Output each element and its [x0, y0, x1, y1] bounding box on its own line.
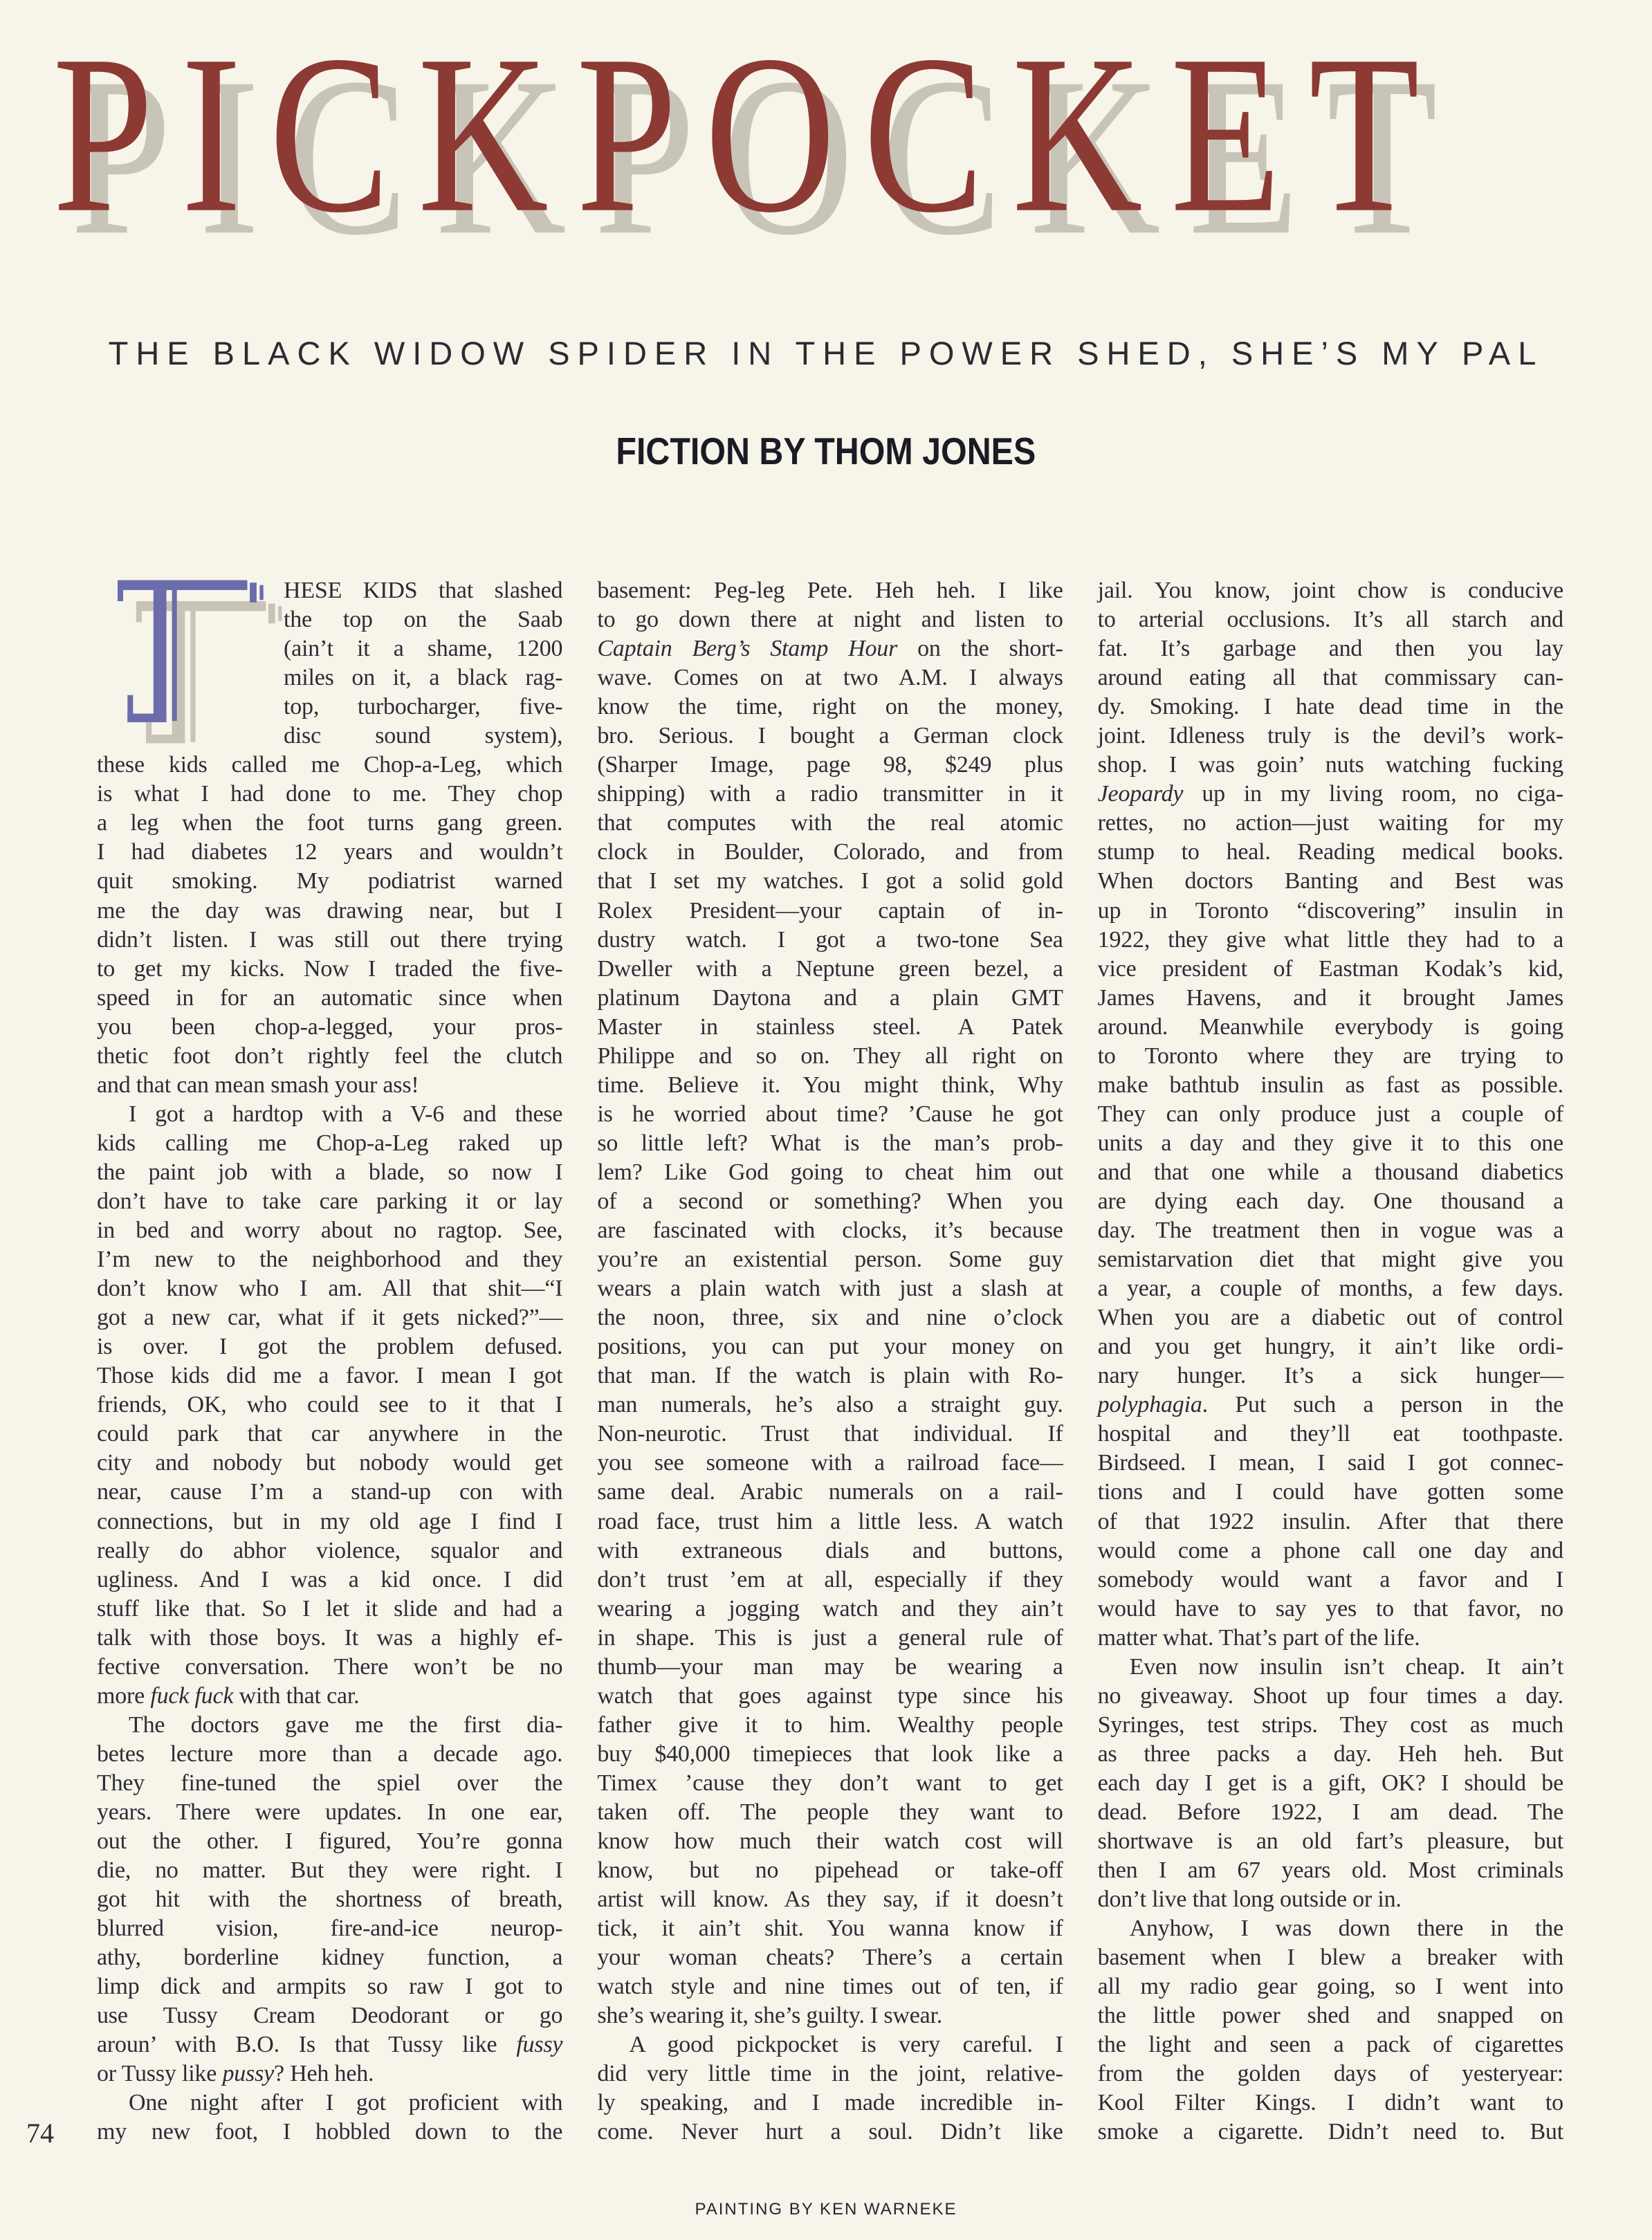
text-line: make bathtub insulin as fast as possible.	[1097, 1072, 1563, 1098]
text-line: wearing a jogging watch and they ain’t	[597, 1595, 1063, 1622]
text-line: matter what. That’s part of the life.	[1097, 1624, 1420, 1651]
text-line: are fascinated with clocks, it’s because	[597, 1218, 1063, 1244]
text-line: fective conversation. There won’t be no	[97, 1653, 563, 1680]
text-line: you’re an existential person. Some guy	[597, 1247, 1063, 1273]
text-line: a year, a couple of months, a few days.	[1097, 1276, 1563, 1302]
text-line: know how much their watch cost will	[597, 1828, 1063, 1855]
text-line: road face, trust him a little less. A watch	[597, 1508, 1063, 1534]
text-line: semistarvation diet that might give you	[1097, 1247, 1563, 1273]
text-line: platinum Daytona and a plain GMT	[597, 984, 1063, 1011]
text-line: Syringes, test strips. They cost as much	[1097, 1711, 1563, 1738]
text-line: is what I had done to me. They chop	[97, 781, 563, 807]
text-line: is he worried about time? ’Cause he got	[597, 1101, 1063, 1127]
subtitle: THE BLACK WIDOW SPIDER IN THE POWER SHED, SHE’S MY PAL	[108, 335, 1544, 371]
text-line: Even now insulin isn’t cheap. It ain’t	[1129, 1653, 1563, 1680]
text-line: could park that car anywhere in the	[97, 1421, 563, 1447]
text-line: would come a phone call one day and	[1097, 1537, 1563, 1563]
text-line: units a day and they give it to this one	[1097, 1130, 1563, 1156]
text-line: really do abhor violence, squalor and	[97, 1537, 563, 1563]
text-line: up in Toronto “discovering” insulin in	[1097, 897, 1563, 924]
text-line: a leg when the foot turns gang green.	[97, 810, 563, 836]
text-line: die, no matter. But they were right. I	[97, 1857, 563, 1884]
text-line: clock in Boulder, Colorado, and from	[597, 839, 1063, 865]
text-line: blurred vision, fire-and-ice neurop-	[97, 1916, 563, 1942]
painting-credit: PAINTING BY KEN WARNEKE	[695, 2200, 957, 2219]
text-line: jail. You know, joint chow is conducive	[1097, 578, 1563, 603]
text-line: shop. I was goin’ nuts watching fucking	[1097, 752, 1563, 778]
text-line: They can only produce just a couple of	[1097, 1101, 1563, 1127]
text-line: me the day was drawing near, but I	[97, 897, 563, 924]
text-line: When doctors Banting and Best was	[1097, 868, 1563, 894]
text-line: dy. Smoking. I hate dead time in the	[1097, 694, 1563, 720]
text-line: to arterial occlusions. It’s all starch and	[1097, 607, 1563, 633]
text-line: When you are a diabetic out of control	[1097, 1305, 1563, 1331]
text-line: didn’t listen. I was still out there trying	[97, 926, 563, 953]
text-line: and you get hungry, it ain’t like ordi-	[1097, 1334, 1563, 1360]
text-line: connections, but in my old age I find I	[97, 1508, 563, 1534]
text-line: Kool Filter Kings. I didn’t want to	[1097, 2090, 1563, 2116]
article-body	[97, 576, 1563, 2147]
text-line: watch style and nine times out of ten, if	[597, 1974, 1063, 2000]
text-line: talk with those boys. It was a highly ef-	[97, 1624, 563, 1651]
drop-cap-letter-T-icon	[118, 578, 291, 763]
text-line: tions and I could have gotten some	[1097, 1479, 1563, 1505]
text-line: around. Meanwhile everybody is going	[1097, 1013, 1563, 1040]
text-line: The doctors gave me the first dia-	[129, 1711, 563, 1738]
text-line: thumb—your man may be wearing a	[597, 1653, 1063, 1680]
text-line: Jeopardy up in my living room, no ciga-	[1097, 781, 1563, 807]
paragraph	[1098, 1653, 1563, 1914]
paragraph	[1098, 1914, 1563, 2147]
text-line: watch that goes against type since his	[597, 1682, 1063, 1709]
column-3	[1098, 576, 1563, 2147]
text-line: so little left? What is the man’s prob-	[597, 1130, 1063, 1156]
text-line: miles on it, a black rag-	[284, 665, 563, 691]
text-line: dead. Before 1922, I am dead. The	[1097, 1799, 1563, 1825]
text-line: these kids called me Chop-a-Leg, which	[97, 752, 563, 778]
text-line: somebody would want a favor and I	[1097, 1566, 1563, 1592]
text-line: from the golden days of yesteryear:	[1097, 2061, 1563, 2087]
text-line: Rolex President—your captain of in-	[597, 897, 1063, 924]
text-line: Those kids did me a favor. I mean I got	[97, 1363, 563, 1389]
text-line: Captain Berg’s Stamp Hour on the short-	[597, 636, 1063, 662]
text-line: the light and seen a pack of cigarettes	[1097, 2032, 1563, 2058]
text-line: day. The treatment then in vogue was a	[1097, 1218, 1563, 1244]
text-line: don’t have to take care parking it or lay	[97, 1188, 563, 1214]
text-line: limp dick and armpits so raw I got to	[97, 1974, 563, 2000]
text-line: city and nobody but nobody would get	[97, 1450, 563, 1476]
text-line: nary hunger. It’s a sick hunger—	[1097, 1363, 1563, 1389]
paragraph	[1098, 576, 1563, 1653]
text-line: lem? Like God going to cheat him out	[597, 1159, 1063, 1185]
text-line: taken off. The people they want to	[597, 1799, 1063, 1825]
text-line: know the time, right on the money,	[597, 694, 1063, 720]
text-line: around eating all that commissary can-	[1097, 665, 1563, 691]
text-line: 1922, they give what little they had to a	[1097, 926, 1563, 953]
text-line: ly speaking, and I made incredible in-	[597, 2090, 1063, 2116]
text-line: (Sharper Image, page 98, $249 plus	[597, 752, 1063, 778]
drop-cap	[97, 576, 284, 751]
text-line: you been chop-a-legged, your pros-	[97, 1013, 563, 1040]
text-line: to Toronto where they are trying to	[1097, 1043, 1563, 1069]
text-line: years. There were updates. In one ear,	[97, 1799, 563, 1825]
text-line: each day I get is a gift, OK? I should be	[1097, 1770, 1563, 1796]
text-line: or Tussy like pussy? Heh heh.	[97, 2061, 374, 2087]
text-line: kids calling me Chop-a-Leg raked up	[97, 1130, 563, 1156]
text-line: would have to say yes to that favor, no	[1097, 1595, 1563, 1622]
text-line: Anyhow, I was down there in the	[1129, 1916, 1563, 1942]
text-line: rettes, no action—just waiting for my	[1097, 810, 1563, 836]
text-line: ugliness. And I was a kid once. I did	[97, 1566, 563, 1592]
page-title: PICKPOCKET	[53, 8, 1447, 259]
text-line: the little power shed and snapped on	[1097, 2003, 1563, 2029]
text-line: smoke a cigarette. Didn’t need to. But	[1097, 2119, 1563, 2145]
page-number: 74	[26, 2118, 54, 2149]
text-line: that I set my watches. I got a solid gold	[597, 868, 1063, 894]
text-line: speed in for an automatic since when	[97, 984, 563, 1011]
text-line: as three packs a day. Heh heh. But	[1097, 1741, 1563, 1767]
text-line: the top on the Saab	[284, 607, 563, 633]
text-line: (ain’t it a shame, 1200	[284, 636, 563, 662]
text-line: of a second or something? When you	[597, 1188, 1063, 1214]
text-line: use Tussy Cream Deodorant or go	[97, 2003, 563, 2029]
text-line: all my radio gear going, so I went into	[1097, 1974, 1563, 2000]
text-line: basement: Peg-leg Pete. Heh heh. I like	[597, 578, 1063, 603]
text-line: don’t trust ’em at all, especially if they	[597, 1566, 1063, 1592]
text-line: my new foot, I hobbled down to the	[97, 2119, 563, 2145]
text-line: I’m new to the neighborhood and they	[97, 1247, 563, 1273]
text-line: with extraneous dials and buttons,	[597, 1537, 1063, 1563]
text-line: James Havens, and it brought James	[1097, 984, 1563, 1011]
text-line: Dweller with a Neptune green bezel, a	[597, 955, 1063, 982]
text-line: are dying each day. One thousand a	[1097, 1188, 1563, 1214]
text-line: time. Believe it. You might think, Why	[597, 1072, 1063, 1098]
text-line: did very little time in the joint, relative-	[597, 2061, 1063, 2087]
text-line: tick, it ain’t shit. You wanna know if	[597, 1916, 1063, 1942]
text-line: stump to heal. Reading medical books.	[1097, 839, 1563, 865]
text-line: aroun’ with B.O. Is that Tussy like fussy	[97, 2032, 563, 2058]
column-1	[97, 576, 562, 2147]
text-line: positions, you can put your money on	[597, 1334, 1063, 1360]
text-line: wave. Comes on at two A.M. I always	[597, 665, 1063, 691]
text-line: you see someone with a railroad face—	[597, 1450, 1063, 1476]
text-line: Birdseed. I mean, I said I got connec-	[1097, 1450, 1563, 1476]
byline: FICTION BY THOM JONES	[616, 430, 1036, 472]
text-line: wears a plain watch with just a slash at	[597, 1276, 1063, 1302]
text-line: out the other. I figured, You’re gonna	[97, 1828, 563, 1855]
paragraph	[597, 576, 1063, 2030]
text-line: to get my kicks. Now I traded the five-	[97, 955, 563, 982]
text-line: more fuck fuck with that car.	[97, 1682, 360, 1709]
text-line: basement when I blew a breaker with	[1097, 1945, 1563, 1971]
text-line: Philippe and so on. They all right on	[597, 1043, 1063, 1069]
text-line: and that can mean smash your ass!	[97, 1072, 419, 1098]
text-line: I got a hardtop with a V-6 and these	[129, 1101, 563, 1127]
text-line: shortwave is an old fart’s pleasure, but	[1097, 1828, 1563, 1855]
text-line: vice president of Eastman Kodak’s kid,	[1097, 955, 1563, 982]
text-line: athy, borderline kidney function, a	[97, 1945, 563, 1971]
text-line: betes lecture more than a decade ago.	[97, 1741, 563, 1767]
text-line: near, cause I’m a stand-up con with	[97, 1479, 563, 1505]
text-line: top, turbocharger, five-	[284, 694, 563, 720]
text-line: that computes with the real atomic	[597, 810, 1063, 836]
text-line: Non-neurotic. Trust that individual. If	[597, 1421, 1063, 1447]
text-line: got hit with the shortness of breath,	[97, 1886, 563, 1913]
text-line: dustry watch. I got a two-tone Sea	[597, 926, 1063, 953]
text-line: and that one while a thousand diabetics	[1097, 1159, 1563, 1185]
text-line: the paint job with a blade, so now I	[97, 1159, 563, 1185]
text-line: They fine-tuned the spiel over the	[97, 1770, 563, 1796]
text-line: disc sound system),	[284, 723, 563, 749]
text-line: hospital and they’ll eat toothpaste.	[1097, 1421, 1563, 1447]
text-line: I had diabetes 12 years and wouldn’t	[97, 839, 563, 865]
text-line: in shape. This is just a general rule of	[597, 1624, 1063, 1651]
text-line: man numerals, he’s also a straight guy.	[597, 1392, 1063, 1418]
text-line: bro. Serious. I bought a German clock	[597, 723, 1063, 749]
text-line: Timex ’cause they don’t want to get	[597, 1770, 1063, 1796]
text-line: Master in stainless steel. A Patek	[597, 1013, 1063, 1040]
paragraph	[597, 2030, 1063, 2147]
text-line: in bed and worry about no ragtop. See,	[97, 1218, 563, 1244]
text-line: artist will know. As they say, if it doesn’t	[597, 1886, 1063, 1913]
text-line: One night after I got proficient with	[129, 2090, 563, 2116]
text-line: quit smoking. My podiatrist warned	[97, 868, 563, 894]
text-line: your woman cheats? There’s a certain	[597, 1945, 1063, 1971]
text-line: of that 1922 insulin. After that there	[1097, 1508, 1563, 1534]
text-line: come. Never hurt a soul. Didn’t like	[597, 2119, 1063, 2145]
text-line: that man. If the watch is plain with Ro-	[597, 1363, 1063, 1389]
text-line: the noon, three, six and nine o’clock	[597, 1305, 1063, 1331]
byline-row	[0, 429, 1652, 473]
text-line: don’t know who I am. All that shit—“I	[97, 1276, 563, 1302]
paragraph	[97, 2088, 562, 2147]
text-line: father give it to him. Wealthy people	[597, 1711, 1063, 1738]
text-line: polyphagia. Put such a person in the	[1097, 1392, 1563, 1418]
text-line: thetic foot don’t rightly feel the clutch	[97, 1043, 563, 1069]
text-line: no giveaway. Shoot up four times a day.	[1097, 1682, 1563, 1709]
text-line: know, but no pipehead or take-off	[597, 1857, 1063, 1884]
text-line: stuff like that. So I let it slide and had a	[97, 1595, 563, 1622]
text-line: got a new car, what if it gets nicked?”—	[97, 1305, 563, 1331]
text-line: A good pickpocket is very careful. I	[629, 2032, 1063, 2058]
column-2	[597, 576, 1063, 2147]
text-line: to go down there at night and listen to	[597, 607, 1063, 633]
text-line: fat. It’s garbage and then you lay	[1097, 636, 1563, 662]
text-line: then I am 67 years old. Most criminals	[1097, 1857, 1563, 1884]
text-line: buy $40,000 timepieces that look like a	[597, 1741, 1063, 1767]
text-line: friends, OK, who could see to it that I	[97, 1392, 563, 1418]
text-line: HESE KIDS that slashed	[284, 578, 563, 603]
paragraph	[97, 1100, 562, 1711]
text-line: same deal. Arabic numerals on a rail-	[597, 1479, 1063, 1505]
text-line: don’t live that long outside or in.	[1097, 1886, 1402, 1913]
text-line: shipping) with a radio transmitter in it	[597, 781, 1063, 807]
paragraph	[97, 1711, 562, 2089]
text-line: she’s wearing it, she’s guilty. I swear.	[597, 2003, 943, 2029]
text-line: is over. I got the problem defused.	[97, 1334, 563, 1360]
text-line: joint. Idleness truly is the devil’s work-	[1097, 723, 1563, 749]
